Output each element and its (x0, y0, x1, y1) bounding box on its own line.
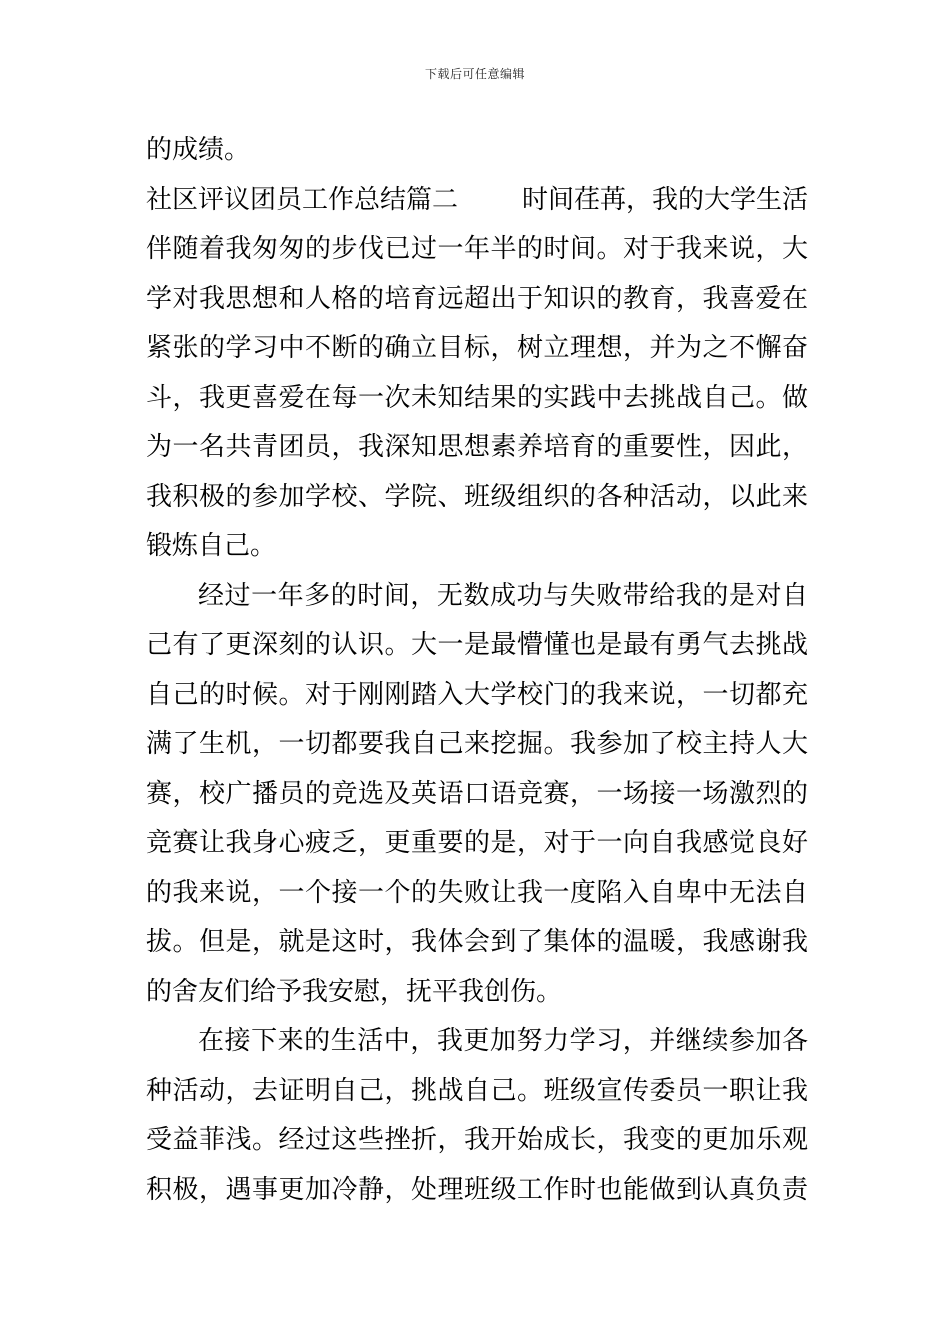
page-header: 下载后可任意编辑 (424, 67, 525, 81)
paragraph3-line-1: 在接下来的生活中，我更加努力学习，并继续参加各 (198, 1026, 808, 1056)
paragraph1-line-5: 为一名共青团员，我深知思想素养培育的重要性，因此， (146, 432, 808, 462)
paragraph2-line-6: 竞赛让我身心疲乏，更重要的是，对于一向自我感觉良好 (146, 828, 808, 858)
paragraph2-line-8: 拔。但是，就是这时，我体会到了集体的温暖，我感谢我 (146, 927, 808, 957)
paragraph2-line-3: 自己的时候。对于刚刚踏入大学校门的我来说，一切都充 (146, 679, 808, 710)
paragraph2-line-7: 的我来说，一个接一个的失败让我一度陷入自卑中无法自 (146, 877, 808, 908)
paragraph2-line-5: 赛，校广播员的竞选及英语口语竞赛，一场接一场激烈的 (146, 778, 808, 809)
paragraph1-line-6: 我积极的参加学校、学院、班级组织的各种活动，以此来 (146, 481, 808, 512)
paragraph1-line-2: 学对我思想和人格的培育远超出于知识的教育，我喜爱在 (146, 283, 808, 314)
opening-line: 的成绩。 (146, 135, 251, 165)
document-body (146, 126, 808, 1215)
paragraph3-line-4: 积极，遇事更加冷静，处理班级工作时也能做到认真负责 (146, 1174, 808, 1205)
paragraph2-line-4: 满了生机，一切都要我自己来挖掘。我参加了校主持人大 (146, 729, 808, 759)
paragraph2-line-1: 经过一年多的时间，无数成功与失败带给我的是对自 (198, 580, 808, 611)
paragraph2-last-line: 的舍友们给予我安慰，抚平我创伤。 (146, 976, 563, 1007)
paragraph3-line-2: 种活动，去证明自己，挑战自己。班级宣传委员一职让我 (146, 1075, 808, 1106)
paragraph1-line-3: 紧张的学习中不断的确立目标，树立理想，并为之不懈奋 (146, 333, 808, 363)
paragraph1-line-4: 斗，我更喜爱在每一次未知结果的实践中去挑战自己。做 (146, 382, 808, 413)
paragraph1-line-1: 伴随着我匆匆的步伐已过一年半的时间。对于我来说，大 (146, 234, 808, 264)
paragraph1-last-line: 锻炼自己。 (146, 531, 277, 561)
section-heading-line (146, 176, 808, 226)
paragraph2-line-2: 己有了更深刻的认识。大一是最懵懂也是最有勇气去挑战 (146, 630, 808, 660)
section-title: 社区评议团员工作总结篇二 (146, 184, 459, 215)
paragraph3-line-3: 受益菲浅。经过这些挫折，我开始成长，我变的更加乐观 (146, 1125, 808, 1155)
section-first-text: 时间荏苒，我的大学生活 (521, 184, 808, 215)
